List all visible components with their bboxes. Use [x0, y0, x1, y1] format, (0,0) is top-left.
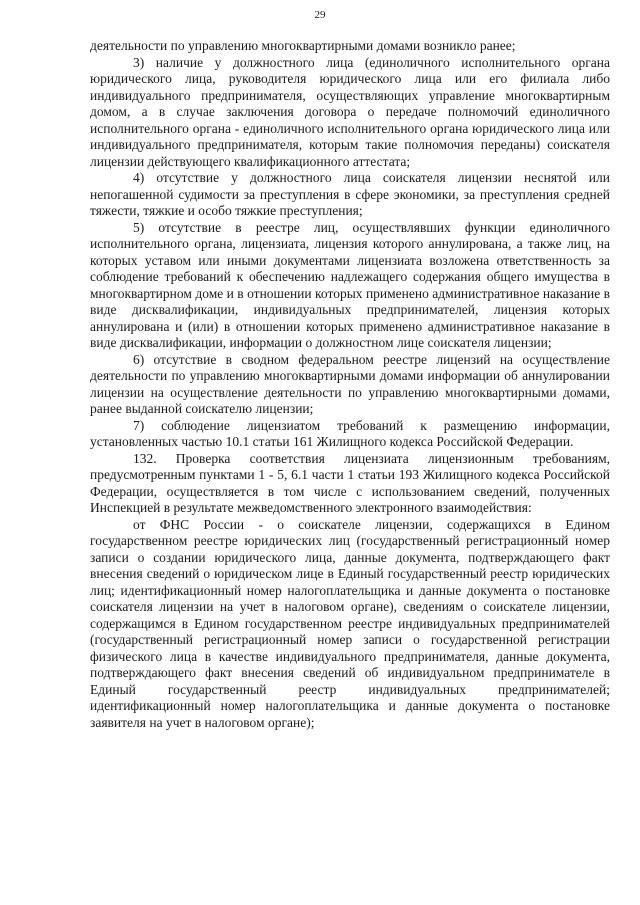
- paragraph-item-5: 5) отсутствие в реестре лиц, осуществлявших функции единоличного исполнительного органа, лицензиата, лицензия которого аннулирована, а также лиц, на которых уставом или иными документами лицензиата возложена ответственность за соблюдение требований к обеспечению надлежащего содержания общего имущества в многоквартирном доме и в отношении которых применено административное наказание в виде дисквалификации, индивидуальных предпринимателей, лицензия которых аннулирована и (или) в отношении которых применено административное наказание в виде дисквалификации, информации о должностном лице соискателя лицензии;: [90, 219, 610, 350]
- paragraph-fns-russia: от ФНС России - о соискателе лицензии, содержащихся в Едином государственном реестре юридических лиц (государственный регистрационный номер записи о создании юридического лица, данные документа, подтверждающего факт внесения сведений о юридическом лице в Единый государственный реестр юридических лиц; идентификационный номер налогоплательщика и данные документа о постановке соискателя лицензии на учет в налоговом органе), сведениям о соискателе лицензии, содержащимся в Едином государственном реестре индивидуальных предпринимателей (государственный регистрационный номер записи о государственной регистрации физического лица в качестве индивидуального предпринимателя, данные документа, подтверждающего факт внесения сведений об индивидуальном предпринимателе в Единый государственный реестр индивидуальных предпринимателей; идентификационный номер налогоплательщика и данные документа о постановке заявителя на учет в налоговом органе);: [90, 516, 610, 730]
- paragraph-section-132: 132. Проверка соответствия лицензиата лицензионным требованиям, предусмотренным пунктами 1 - 5, 6.1 части 1 статьи 193 Жилищного кодекса Российской Федерации, осуществляется в том числе с использованием сведений, полученных Инспекцией в результате межведомственного электронного взаимодействия:: [90, 450, 610, 515]
- paragraph-item-6: 6) отсутствие в сводном федеральном реестре лицензий на осуществление деятельности по управлению многоквартирными домами информации об аннулировании лицензии на осуществление деятельности по управлению многоквартирными домами, ранее выданной соискателю лицензии;: [90, 351, 610, 416]
- document-body: [90, 38, 610, 731]
- paragraph-item-3: 3) наличие у должностного лица (единоличного исполнительного органа юридического лица, руководителя юридического лица или его филиала либо индивидуального предпринимателя, осуществляющих управление многоквартирным домом, а в случае заключения договора о передаче полномочий единоличного исполнительного органа - единоличного исполнительного органа юридического лица или индивидуального предпринимателя, которым такие полномочия переданы) соискателя лицензии действующего квалификационного аттестата;: [90, 54, 610, 169]
- paragraph-continuation: деятельности по управлению многоквартирными домами возникло ранее;: [90, 38, 516, 53]
- paragraph-item-7: 7) соблюдение лицензиатом требований к размещению информации, установленных частью 10.1 статьи 161 Жилищного кодекса Российской Федерации.: [90, 417, 610, 449]
- page-number: 29: [314, 9, 326, 21]
- paragraph-item-4: 4) отсутствие у должностного лица соискателя лицензии неснятой или непогашенной судимости за преступления в сфере экономики, за преступления средней тяжести, тяжкие и особо тяжкие преступления;: [90, 170, 610, 218]
